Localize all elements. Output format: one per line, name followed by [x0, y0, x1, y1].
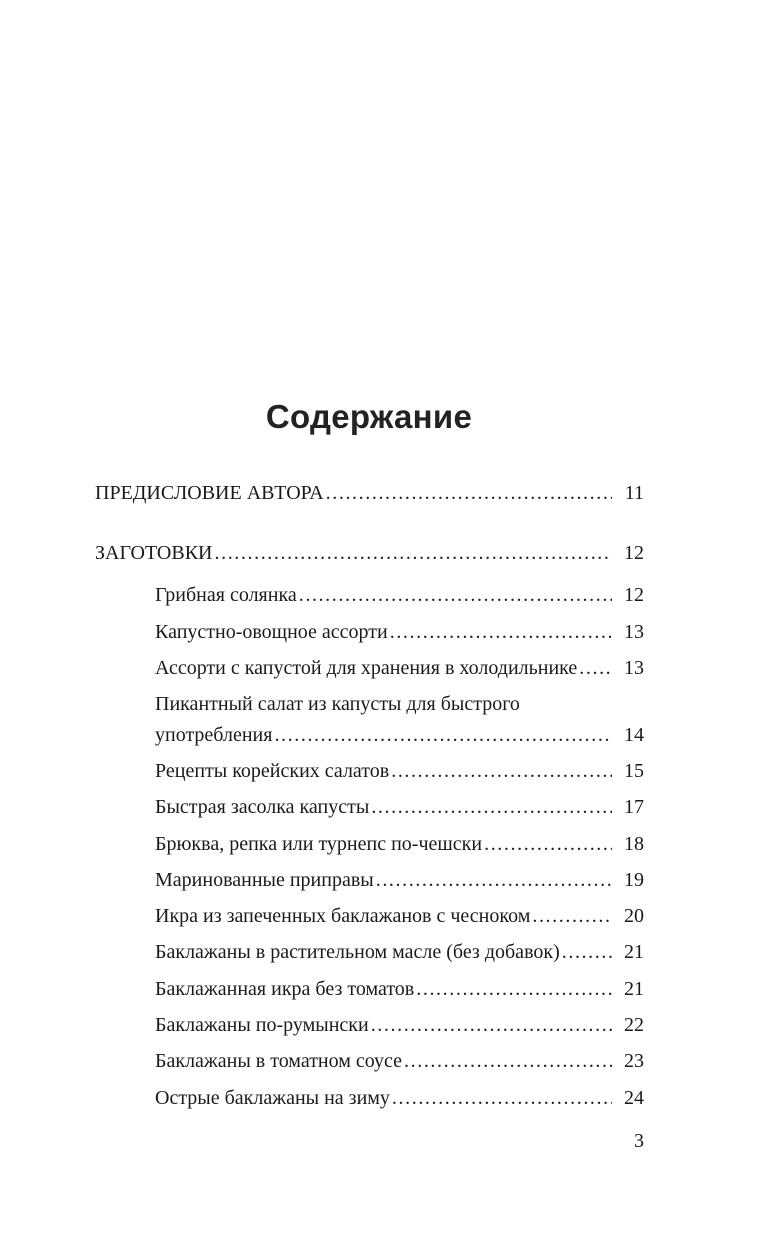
toc-entry-page: 23 — [624, 1050, 644, 1072]
toc-entry-label: Рецепты корейских салатов — [155, 760, 390, 782]
dot-leader — [392, 1083, 612, 1113]
dot-leader — [416, 974, 612, 1004]
toc-entry[interactable] — [155, 901, 644, 931]
toc-entry-page: 17 — [624, 796, 644, 818]
toc-entry-page: 15 — [624, 760, 644, 782]
toc-entry-page: 24 — [624, 1087, 644, 1109]
dot-leader — [274, 720, 612, 750]
toc-entry-page: 19 — [624, 869, 644, 891]
dot-leader — [390, 617, 612, 647]
dot-leader — [484, 829, 612, 859]
toc-entry-label: Баклажанная икра без томатов — [155, 978, 415, 1000]
page-title: Содержание — [265, 398, 473, 435]
toc-entry-label: Грибная солянка — [155, 584, 297, 606]
toc-entry[interactable] — [155, 1083, 644, 1113]
dot-leader — [562, 937, 612, 967]
dot-leader — [299, 580, 612, 610]
dot-leader — [371, 792, 612, 822]
toc-entry-label: употребления — [155, 724, 273, 746]
toc-entry-label: Брюква, репка или турнепс по-чешски — [155, 833, 483, 855]
dot-leader — [326, 478, 612, 508]
toc-entry[interactable] — [155, 974, 644, 1004]
toc-entry-label: ЗАГОТОВКИ — [95, 542, 213, 564]
dot-leader — [532, 901, 612, 931]
dot-leader — [376, 865, 612, 895]
toc-entry-label: Баклажаны в томатном соусе — [155, 1050, 403, 1072]
toc-entry-label: Ассорти с капустой для хранения в холодильнике — [155, 657, 578, 679]
toc-entry-label: Быстрая засолка капусты — [155, 796, 370, 818]
toc-entry[interactable] — [155, 865, 644, 895]
toc-entry-label: ПРЕДИСЛОВИЕ АВТОРА — [95, 482, 324, 504]
toc-entry-label: Маринованные приправы — [155, 869, 374, 891]
toc-entry[interactable] — [155, 580, 644, 610]
toc-entry[interactable] — [155, 1046, 644, 1076]
page-number: 3 — [634, 1130, 644, 1152]
toc-entry-preface[interactable] — [95, 478, 644, 508]
toc-entry[interactable] — [155, 720, 644, 750]
toc-entry-page: 21 — [624, 941, 644, 963]
dot-leader — [579, 653, 612, 683]
toc-entry-page: 22 — [624, 1014, 644, 1036]
dot-leader — [371, 1010, 612, 1040]
toc-entry-page: 13 — [624, 657, 644, 679]
toc-entry-page: 12 — [624, 542, 644, 564]
dot-leader — [215, 538, 613, 568]
toc-entry-page: 18 — [624, 833, 644, 855]
toc-entry[interactable] — [155, 937, 644, 967]
toc-entry-page: 20 — [624, 905, 644, 927]
toc-entry-label-line1: Пикантный салат из капусты для быстрого — [155, 693, 520, 715]
toc-entry-label: Баклажаны по-румынски — [155, 1014, 369, 1036]
toc-entry-label: Икра из запеченных баклажанов с чесноком — [155, 905, 531, 927]
toc-entry[interactable] — [155, 792, 644, 822]
toc-entry-preserves[interactable] — [95, 538, 644, 568]
toc-entry[interactable] — [155, 756, 644, 786]
toc-entry-page: 14 — [624, 724, 644, 746]
toc-entry[interactable] — [155, 617, 644, 647]
toc-entry[interactable] — [155, 653, 644, 683]
dot-leader — [391, 756, 612, 786]
toc-entry[interactable] — [155, 1010, 644, 1040]
toc-entry-label: Капустно-овощное ассорти — [155, 621, 388, 643]
toc-entry-page: 12 — [624, 584, 644, 606]
toc-entry[interactable] — [155, 829, 644, 859]
toc-entry-page: 11 — [624, 482, 644, 504]
toc-entry-label: Острые баклажаны на зиму — [155, 1087, 390, 1109]
toc-entry-page: 13 — [624, 621, 644, 643]
dot-leader — [404, 1046, 612, 1076]
toc-entry-page: 21 — [624, 978, 644, 1000]
toc-entry-label: Баклажаны в растительном масле (без добавок) — [155, 941, 560, 963]
